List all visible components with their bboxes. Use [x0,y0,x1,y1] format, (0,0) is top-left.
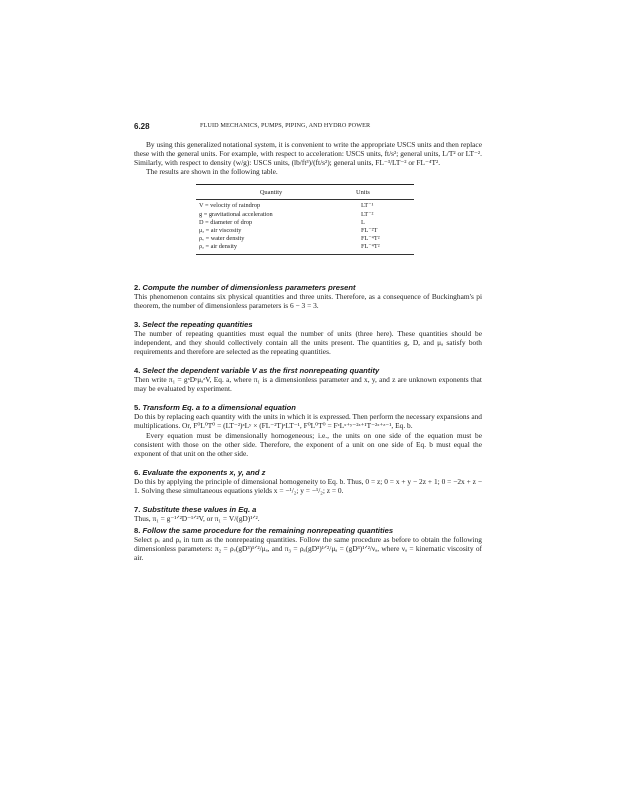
table-bottom-rule [196,254,414,255]
intro-paragraph: By using this generalized notational system, it is convenient to write the appropriate USCS units and then replace these with the general units. For example, with respect to acceleration: USCS units, ft/s²; general units, L/T² or LT⁻². Similarly, with respect to density (w/g): USCS units, (lb/ft³)/(ft/s²); general units, FL⁻³/LT⁻² or FL⁻⁴T². [134,140,482,168]
step-text-2: This phenomenon contains six physical quantities and three units. Therefore, as a consequence of Buckingham's pi theorem, the number of dimensionless parameters is 6 − 3 = 3. [134,291,482,310]
table-row [196,227,414,235]
table-row [196,235,414,243]
table-cell-quantity: V = velocity of raindrop [199,202,261,210]
table-cell-quantity: ρₐ = air density [199,243,237,251]
table-row [196,243,414,251]
table-cell-units: LT⁻¹ [361,202,374,210]
page-number: 6.28 [134,122,150,131]
step-heading-6: 6. Evaluate the exponents x, y, and z [134,467,266,477]
table-cell-units: L [361,218,365,226]
step-text-7: Thus, π₁ = g⁻¹ᐟ²D⁻¹ᐟ²V, or π₁ = V/(gD)¹ᐟ². [134,514,260,523]
column-header-units: Units [356,189,370,197]
step-text-5: Do this by replacing each quantity with the units in which it is expressed. Then perform the necessary expansions and multiplications. Or, F⁰L⁰T⁰ = (LT⁻²)ˣLʸ × (FL⁻²T)ᶻLT⁻¹, F⁰L⁰T⁰ = FᶻLˣ⁺ʸ⁻²ᶻ⁺¹T⁻²ˣ⁺ᶻ⁻¹, Eq. b. [134,412,482,431]
step-heading-4: 4. Select the dependent variable V as the first nonrepeating quantity [134,366,380,376]
step-text-5b: Every equation must be dimensionally homogeneous; i.e., the units on one side of the equation must be consistent with those on the other side. Therefore, the exponent of a unit on one side of Eq. b must equal the exponent of that unit on the other side. [134,430,482,458]
table-cell-units: FL⁻⁴T² [361,243,380,251]
table-cell-quantity: g = gravitational acceleration [199,210,273,218]
table-row [196,211,414,219]
running-header [134,122,482,134]
page-body [134,140,482,562]
column-header-quantity: Quantity [259,189,283,197]
table-header [196,185,414,199]
step-heading-8: 8. Follow the same procedure for the remaining nonrepeating quantities [134,526,394,536]
step-heading-2: 2. Compute the number of dimensionless parameters present [134,282,356,292]
intro-paragraph-2: The results are shown in the following table. [146,167,278,177]
step-heading-3: 3. Select the repeating quantities [134,319,253,329]
table-cell-units: FL⁻⁴T² [361,235,380,243]
step-heading-7: 7. Substitute these values in Eq. a [134,505,257,514]
table-cell-quantity: μₐ = air viscosity [199,227,242,235]
step-text-3: The number of repeating quantities must equal the number of units (three here). These quantities should be independent, and they should collectively contain all the units present. The quantities g, D, and μₐ satisfy both requirements and therefore are selected as the repeating quantities. [134,328,482,357]
table-cell-quantity: D = diameter of drop [199,218,253,226]
table-row [196,202,414,210]
step-text-8: Select ρᵥ and ρₐ in turn as the nonrepeating quantities. Follow the same procedure as before to obtain the following dimensionless parameters: π₂ = ρᵥ(gD³)¹ᐟ²/μₐ, and π₃ = ρₐ(gD³)¹ᐟ²/μₐ = (gD³)¹ᐟ²/νₐ, where νₐ = kinematic viscosity of air. [134,535,482,563]
step-text-4: Then write π₁ = gˣDʸμₐᶻV, Eq. a, where π₁ is a dimensionless parameter and x, y, and z are unknown exponents that may be evaluated by experiment. [134,375,482,394]
table-cell-units: FL⁻²T [361,227,378,235]
table-cell-quantity: ρᵥ = water density [199,235,245,243]
table-row [196,219,414,227]
running-title: FLUID MECHANICS, PUMPS, PIPING, AND HYDRO POWER [200,122,371,129]
step-text-6: Do this by applying the principle of dimensional homogeneity to Eq. b. Thus, 0 = z; 0 = x + y − 2z + 1; 0 = −2x + z − 1. Solving these simultaneous equations yields x = −¹/₂; y = −¹/₂; z = 0. [134,476,482,495]
units-table [196,184,414,254]
step-heading-5: 5. Transform Eq. a to a dimensional equation [134,403,296,413]
table-cell-units: LT⁻² [361,210,374,218]
